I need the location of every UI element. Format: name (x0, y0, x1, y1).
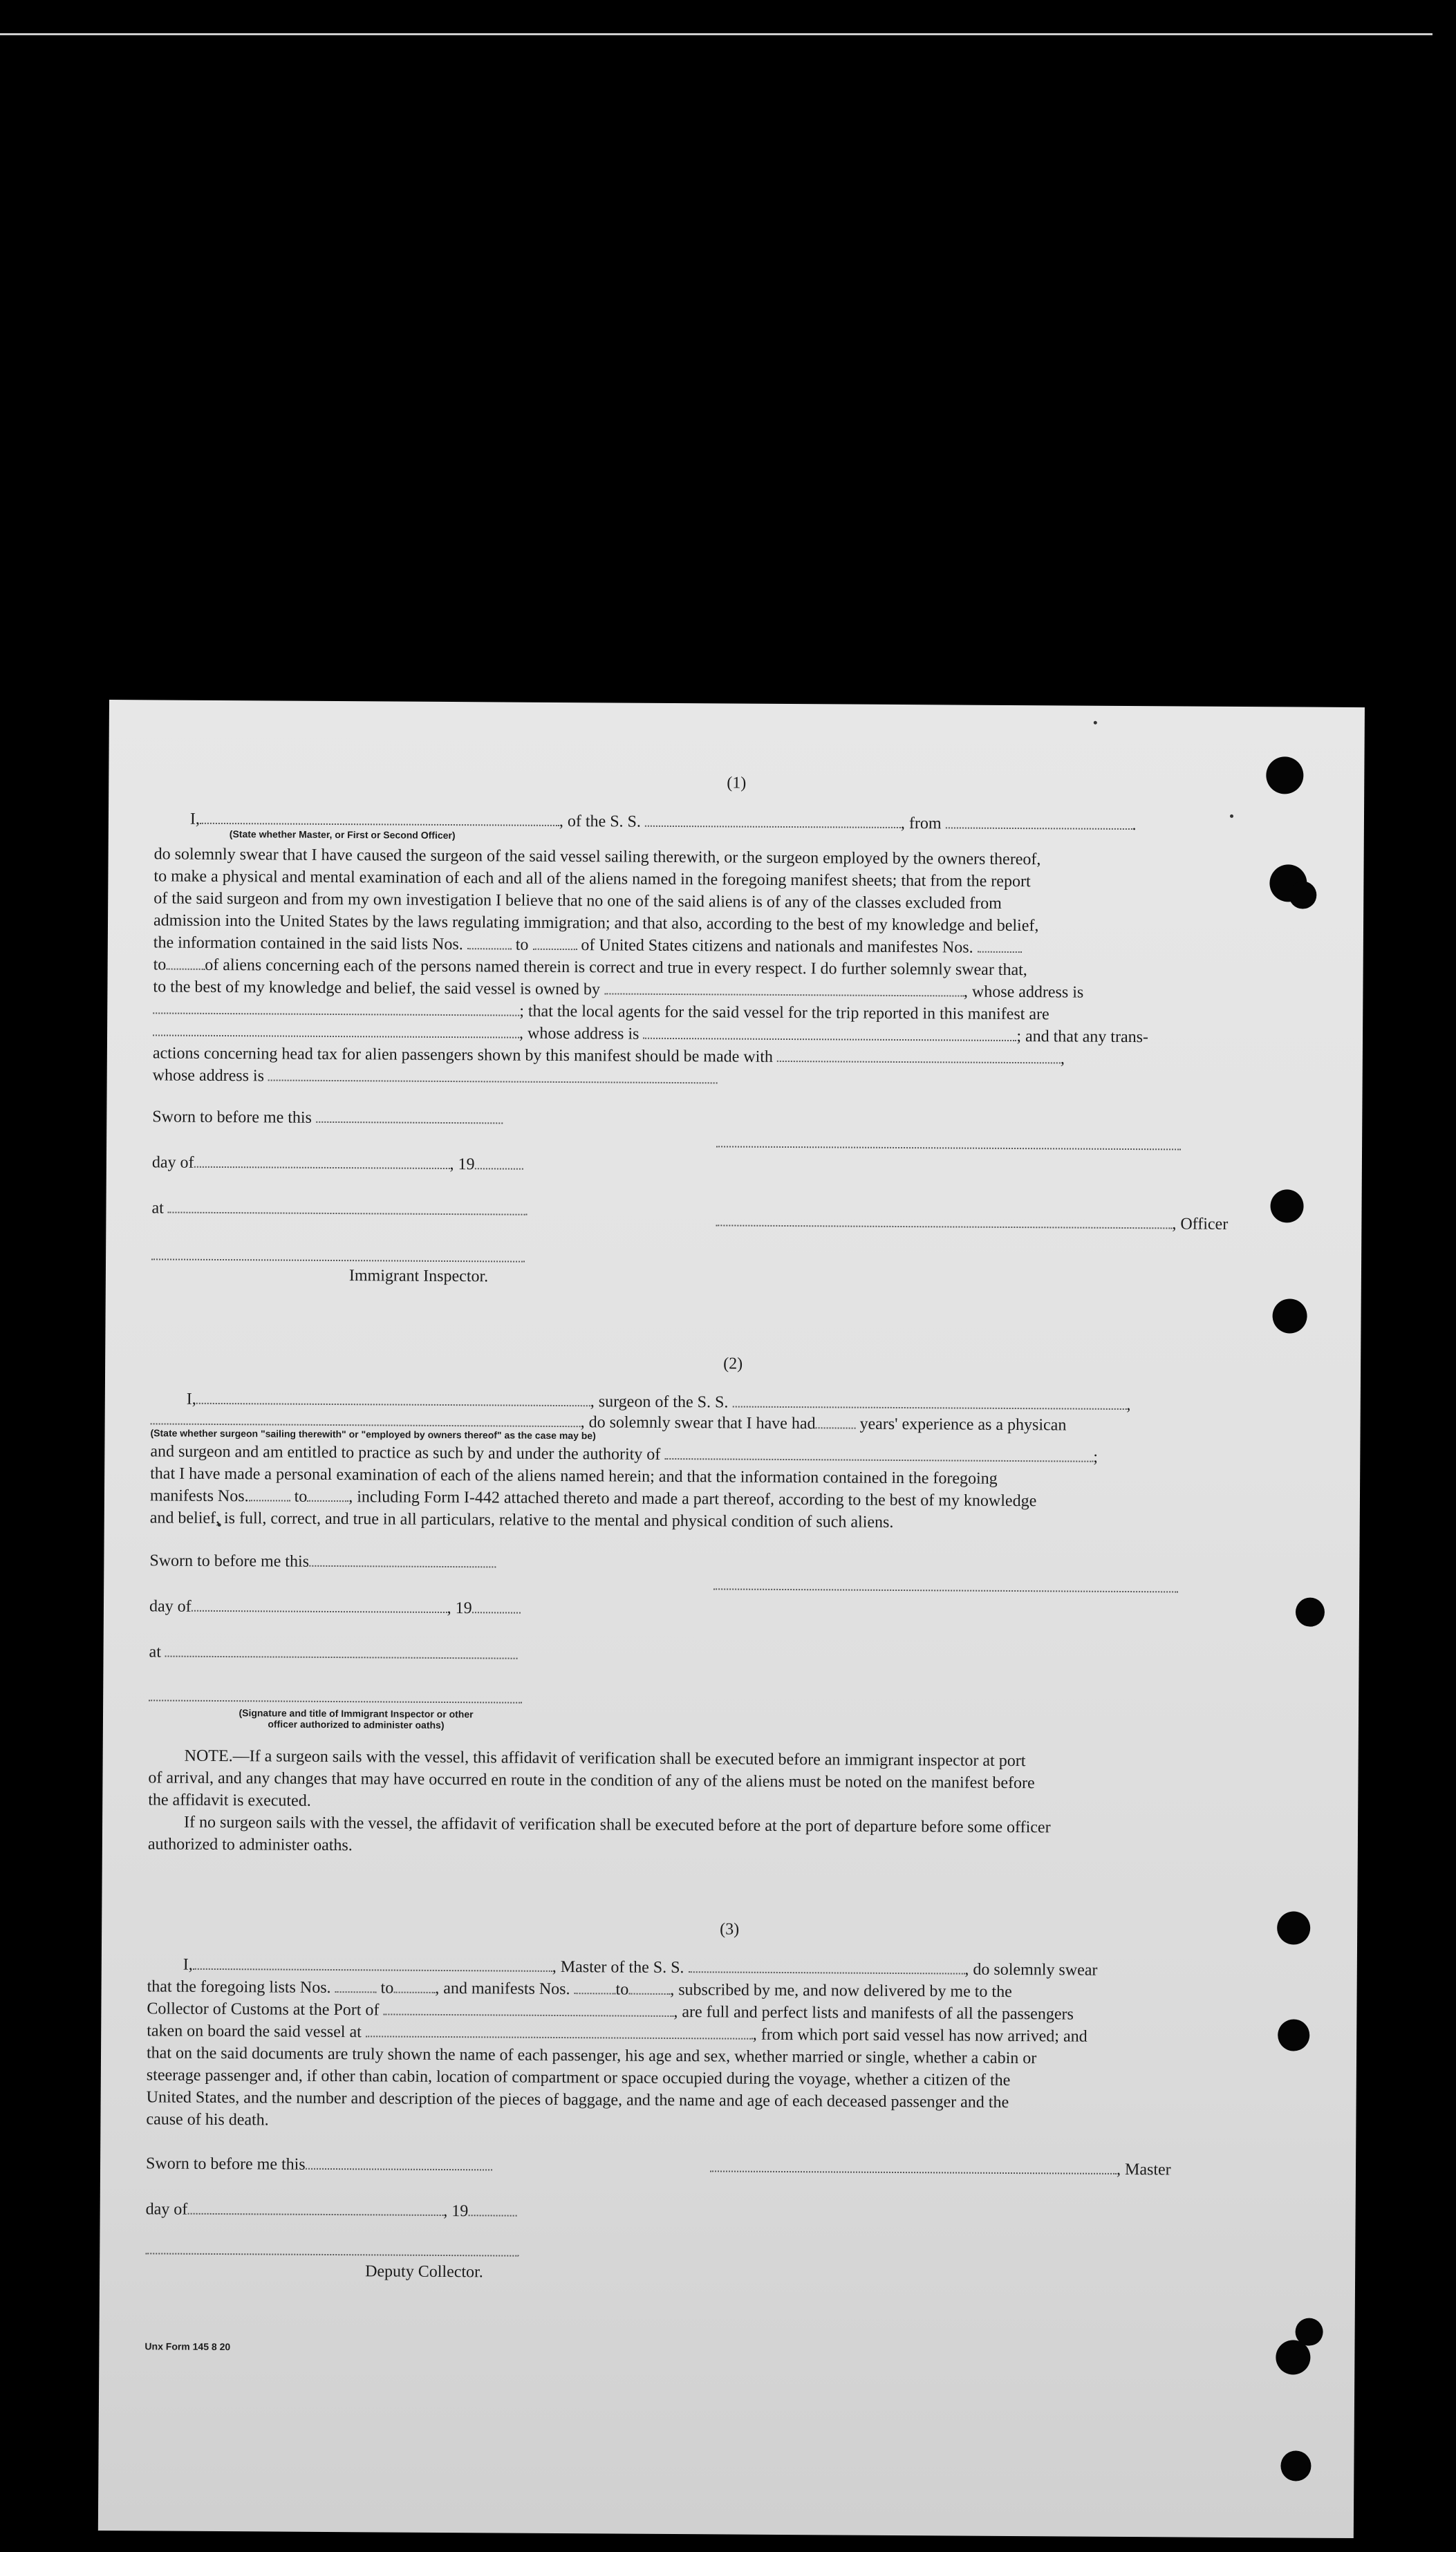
paper-speck (1230, 814, 1233, 818)
s2-note-line: NOTE.—If a surgeon sails with the vessel, this affidavit of verification shall be executed before an immigrant inspector at port (184, 1747, 1026, 1771)
section-1-heading: (1) (727, 774, 747, 792)
punch-hole (1270, 1189, 1303, 1222)
s2-line-6: and belief, is full, correct, and true in all particulars, relative to the mental and physical condition of such aliens. (149, 1509, 894, 1531)
s1-line-9: ; that the local agents for the said vessel for the trip reported in this manifest are (153, 998, 1049, 1025)
s2-at: at (149, 1641, 518, 1664)
s1-line-10: , whose address is ; and that any trans- (153, 1021, 1148, 1047)
s1-line-11: actions concerning head tax for alien passengers shown by this manifest should be made with , (152, 1044, 1065, 1068)
s2-line-2: , do solemnly swear that I have had years' experience as a physican (151, 1409, 1067, 1435)
punch-hole (1289, 881, 1316, 909)
s2-signature-line (713, 1588, 1178, 1592)
s3-body-line: that on the said documents are truly shown the name of each passenger, his age and sex, whether married or single, whether a cabin or (146, 2044, 1037, 2068)
s1-body-line: do solemnly swear that I have caused the surgeon of the said vessel sailing therewith, or the surgeon employed by the owners thereof, (153, 845, 1041, 869)
s2-line-3: and surgeon and am entitled to practice as such by and under the authority of ; (150, 1442, 1099, 1466)
s2-signature-caption-1: (Signature and title of Immigrant Inspector or other (239, 1707, 474, 1720)
s3-sworn: Sworn to before me this (146, 2153, 492, 2176)
s3-deputy-collector: Deputy Collector. (365, 2262, 483, 2282)
s1-day-of: day of , 19 (152, 1152, 523, 1175)
s1-sworn: Sworn to before me this (152, 1106, 503, 1129)
form-number-footer: Unx Form 145 8 20 (144, 2340, 231, 2353)
s2-surgeon-subtitle: (State whether surgeon "sailing therewith" or "employed by owners thereof" as the case may be) (150, 1427, 596, 1442)
s1-officer-signature: , Officer (716, 1211, 1228, 1235)
s3-line-2: that the foregoing lists Nos. to , and manifests Nos. to , subscribed by me, and now delivered by me to the (147, 1977, 1012, 2002)
s2-day-of: day of , 19 (149, 1596, 521, 1619)
s1-line-1: I, , of the S. S. , from . (189, 810, 1137, 835)
top-rule (0, 33, 1432, 35)
s2-signature-caption-2: officer authorized to administer oaths) (268, 1718, 445, 1731)
s2-sworn: Sworn to before me this (149, 1550, 496, 1573)
s1-line-6: the information contained in the said lists Nos. to of United States citizens and nationals and manifestes Nos. (153, 932, 1022, 958)
s1-body-line: of the said surgeon and from my own investigation I believe that no one of the said aliens is of any of the classes excluded from (153, 889, 1002, 913)
punch-hole (1296, 1598, 1325, 1627)
punch-hole (1278, 2019, 1309, 2051)
s1-line-7: to of aliens concerning each of the persons named therein is correct and true in every respect. I do further solemnly swear that, (153, 956, 1027, 980)
manifest-affidavit-sheet (98, 700, 1365, 2538)
s1-line-12: whose address is (153, 1065, 718, 1089)
s2-note-line: If no surgeon sails with the vessel, the affidavit of verification shall be executed before at the port of departure before some officer (184, 1813, 1051, 1837)
s3-line-3: Collector of Customs at the Port of , are full and perfect lists and manifests of all the passengers (147, 2000, 1074, 2024)
paper-speck (1094, 721, 1097, 725)
s3-master-signature: , Master (710, 2157, 1171, 2180)
s3-body-line: cause of his death. (146, 2110, 269, 2130)
s3-body-line: steerage passenger and, if other than cabin, location of compartment or space occupied during the voyage, whether a citizen of the (146, 2066, 1011, 2089)
s2-note-line: the affidavit is executed. (148, 1791, 311, 1810)
s3-collector-line (145, 2253, 519, 2256)
punch-hole (1280, 2450, 1311, 2481)
s1-body-line: to make a physical and mental examination of each and all of the aliens named in the foregoing manifest sheets; that from the report (153, 867, 1031, 891)
s1-immigrant-inspector: Immigrant Inspector. (348, 1267, 489, 1286)
s1-at: at (151, 1198, 528, 1220)
s1-inspector-line (151, 1258, 525, 1262)
s3-line-1: I, , Master of the S. S. , do solemnly swear (183, 1955, 1098, 1980)
s2-line-5: manifests Nos. to , including Form I-442 attached thereto and made a part thereof, according to the best of my knowledge (149, 1487, 1037, 1511)
punch-hole (1272, 1298, 1307, 1333)
s1-signature-line (716, 1146, 1181, 1150)
section-2-heading: (2) (723, 1354, 743, 1373)
s1-officer-subtitle: (State whether Master, or First or Second Officer) (229, 828, 456, 841)
s3-line-4: taken on board the said vessel at , from which port said vessel has now arrived; and (147, 2022, 1088, 2046)
s3-day-of: day of , 19 (146, 2199, 517, 2222)
s2-line-1: I, , surgeon of the S. S. , (186, 1390, 1131, 1415)
punch-hole (1276, 2340, 1310, 2374)
s2-note-line: authorized to administer oaths. (147, 1835, 353, 1855)
s2-line-4: that I have made a personal examination of each of the aliens named herein; and that the information contained in the foregoing (150, 1464, 998, 1488)
s1-body-line: admission into the United States by the laws regulating immigration; and that also, according to the best of my knowledge and belief, (153, 911, 1039, 935)
s1-line-8: to the best of my knowledge and belief, the said vessel is owned by , whose address is (153, 978, 1084, 1002)
s2-inspector-line (149, 1699, 522, 1703)
s3-body-line: United States, and the number and description of the pieces of baggage, and the name and age of each deceased passenger and the (146, 2088, 1009, 2112)
s2-note-line: of arrival, and any changes that may have occurred en route in the condition of any of the aliens must be noted on the manifest before (148, 1769, 1035, 1793)
section-3-heading: (3) (720, 1920, 740, 1939)
